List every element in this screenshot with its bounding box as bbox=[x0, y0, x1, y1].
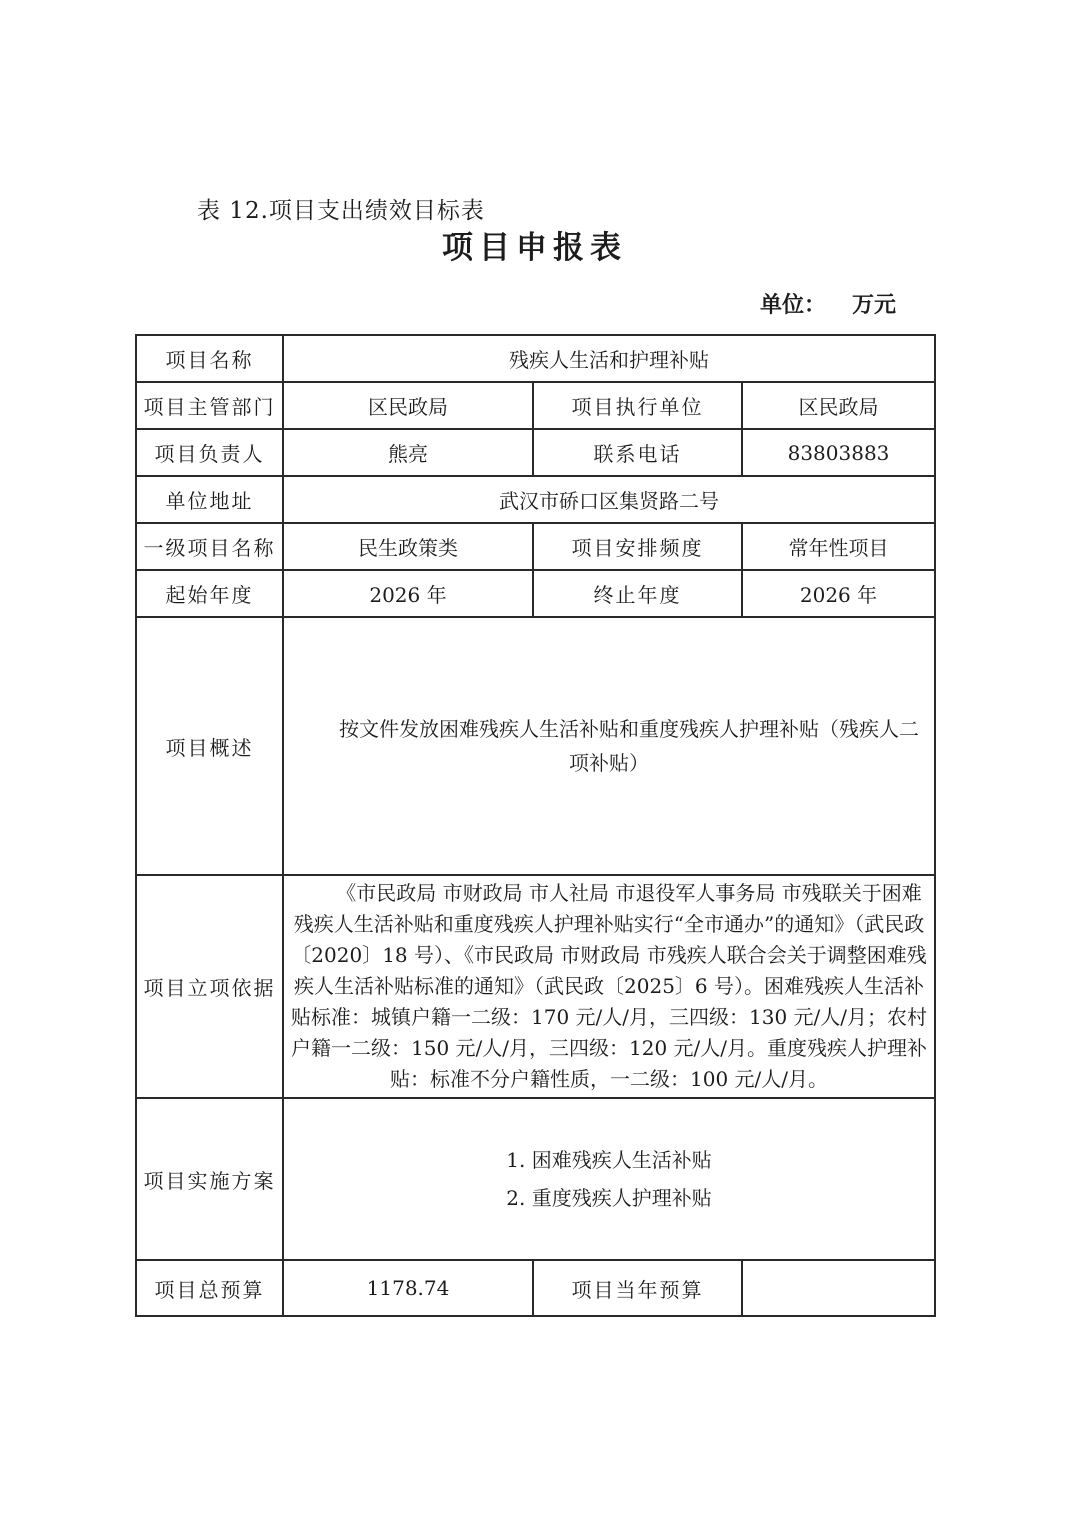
table-caption: 表 12.项目支出绩效目标表 bbox=[197, 198, 485, 224]
basis-value bbox=[283, 875, 935, 1098]
phone-value: 83803883 bbox=[742, 429, 935, 476]
address-value: 武汉市硚口区集贤路二号 bbox=[283, 476, 935, 523]
manager-value: 熊亮 bbox=[283, 429, 533, 476]
basis-paragraph: 《市民政局 市财政局 市人社局 市退役军人事务局 市残联关于困难残疾人生活补贴和重度残疾人护理补贴实行“全市通办”的通知》（武民政〔2020〕18 号）、《市民政局 市财政局 市残疾人联合会关于调整困难残疾人生活补贴标准的通知》（武民政〔2025〕6 号）。困难残疾人生活补贴标准：城镇户籍一二级：170 元/人/月，三四级：130 元/人/月；农村户籍一二级：150 元/人/月，三四级：120 元/人/月。重度残疾人护理补贴：标准不分户籍性质，一二级：100 元/人/月。 bbox=[291, 881, 928, 1091]
current-year-budget-label: 项目当年预算 bbox=[533, 1260, 742, 1316]
unit-value: 万元 bbox=[851, 292, 896, 318]
manager-label: 项目负责人 bbox=[136, 429, 283, 476]
plan-item-1: 1. 困难残疾人生活补贴 bbox=[506, 1148, 712, 1172]
exec-unit-value: 区民政局 bbox=[742, 382, 935, 429]
row-plan bbox=[136, 1098, 935, 1260]
row-manager bbox=[136, 429, 935, 476]
row-basis bbox=[136, 875, 935, 1098]
unit-label: 单位： bbox=[759, 292, 826, 318]
unit-line bbox=[135, 288, 896, 319]
address-label: 单位地址 bbox=[136, 476, 283, 523]
plan-item-2: 2. 重度残疾人护理补贴 bbox=[506, 1186, 712, 1210]
row-category bbox=[136, 523, 935, 570]
row-budget bbox=[136, 1260, 935, 1316]
exec-unit-label: 项目执行单位 bbox=[533, 382, 742, 429]
frequency-label: 项目安排频度 bbox=[533, 523, 742, 570]
project-name-label: 项目名称 bbox=[136, 335, 283, 382]
page-title: 项目申报表 bbox=[442, 230, 627, 266]
category-value: 民生政策类 bbox=[283, 523, 533, 570]
frequency-value: 常年性项目 bbox=[742, 523, 935, 570]
end-year-value: 2026 年 bbox=[742, 570, 935, 617]
basis-label: 项目立项依据 bbox=[136, 875, 283, 1098]
row-overview bbox=[136, 617, 935, 875]
row-dept bbox=[136, 382, 935, 429]
project-name-value: 残疾人生活和护理补贴 bbox=[283, 335, 935, 382]
overview-paragraph: 按文件发放困难残疾人生活补贴和重度残疾人护理补贴（残疾人二项补贴） bbox=[339, 717, 919, 775]
total-budget-label: 项目总预算 bbox=[136, 1260, 283, 1316]
start-year-label: 起始年度 bbox=[136, 570, 283, 617]
dept-value: 区民政局 bbox=[283, 382, 533, 429]
overview-value bbox=[283, 617, 935, 875]
plan-value bbox=[283, 1098, 935, 1260]
category-label: 一级项目名称 bbox=[136, 523, 283, 570]
phone-label: 联系电话 bbox=[533, 429, 742, 476]
row-project-name bbox=[136, 335, 935, 382]
row-address bbox=[136, 476, 935, 523]
end-year-label: 终止年度 bbox=[533, 570, 742, 617]
row-years bbox=[136, 570, 935, 617]
current-year-budget-value bbox=[742, 1260, 935, 1316]
plan-label: 项目实施方案 bbox=[136, 1098, 283, 1260]
total-budget-value: 1178.74 bbox=[283, 1260, 533, 1316]
dept-label: 项目主管部门 bbox=[136, 382, 283, 429]
project-declaration-table bbox=[135, 334, 936, 1317]
start-year-value: 2026 年 bbox=[283, 570, 533, 617]
overview-label: 项目概述 bbox=[136, 617, 283, 875]
